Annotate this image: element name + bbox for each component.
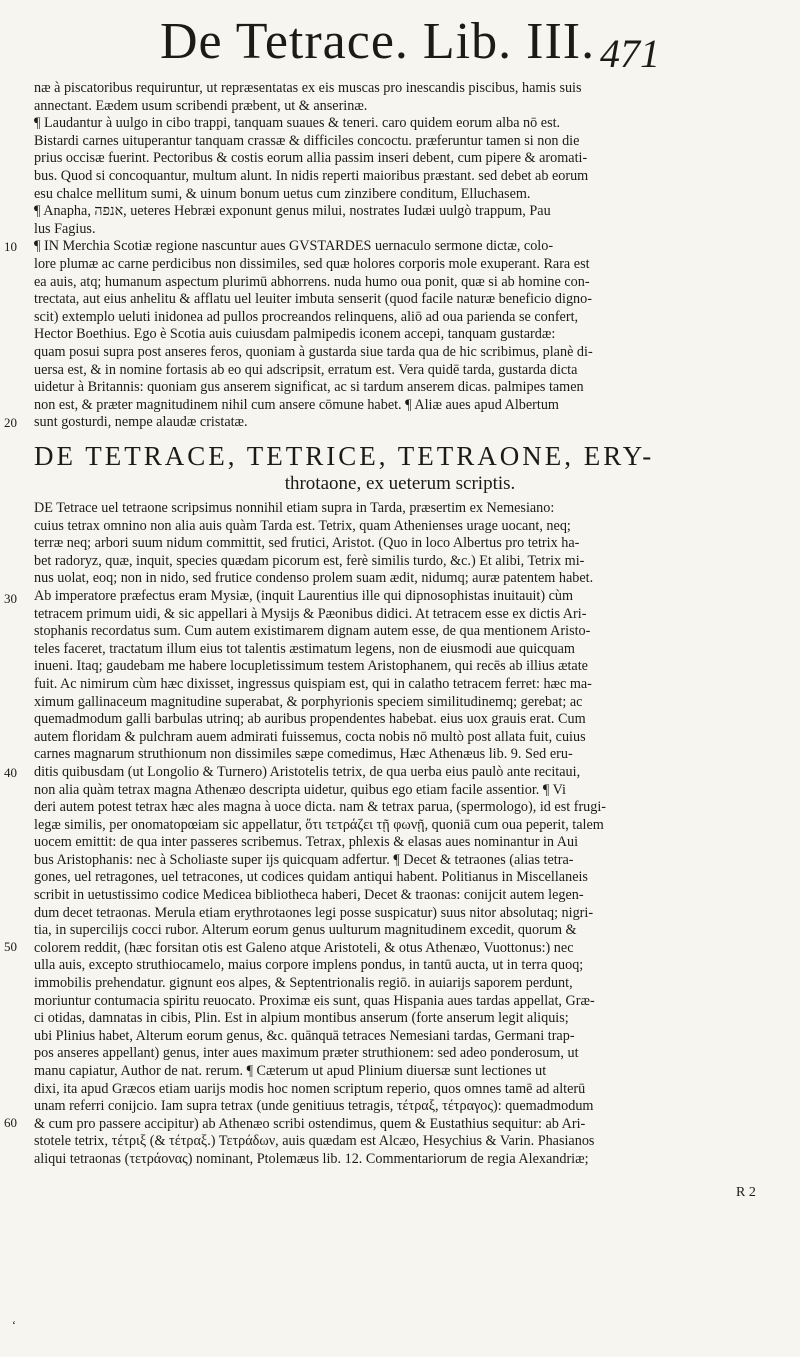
text-line: quemadmodum galli barbulas utrinq; ab auribus propendentes habebat. eius uox grauis erat. Cum: [34, 711, 586, 728]
text-line: manu capiatur, Author de nat. rerum. ¶ Cæterum ut apud Plinium diuersæ sunt lectiones ut: [34, 1063, 547, 1079]
page-number: 471: [600, 31, 660, 76]
signature-mark: R 2: [736, 1185, 756, 1200]
text-line: annectant. Eædem usum scribendi præbent, ut & anserinæ.: [34, 97, 368, 114]
section-subheading: throtaone, ex ueterum scriptis.: [284, 473, 516, 494]
margin-line-number-40: 40: [4, 765, 17, 780]
text-line: stophanis recordatus sum. Cum autem existimarem dignam autem esse, de qua mentionem Aristo-: [34, 623, 591, 640]
text-line: aliqui tetraonas (τετράονας) nominant, Ptolemæus lib. 12. Commentariorum de regia Alexandriæ;: [34, 1150, 589, 1167]
text-line: immobilis prehendatur. gignunt eos alpes, & Septentrionalis regiō. in auiarijs saporem perdunt,: [34, 975, 573, 992]
text-line: sunt gosturdi, nempe alaudæ cristatæ.: [34, 414, 248, 431]
text-line: Hector Boethius. Ego è Scotia auis cuiusdam palmipedis iconem accepi, tanquam gustardæ:: [34, 326, 556, 343]
text-line: ubi Plinius habet, Alterum eorum genus, &c. quānquā tetraces Nemesiani tardas, Germani trap-: [34, 1027, 575, 1044]
text-line: scribit in uetustissimo codice Medicea bibliotheca haberi, Decet & traonas: conijcit autem legen-: [34, 887, 584, 904]
text-line: unam referri conijcio. Iam supra tetrax (unde genitiuus tetragis, τέτραξ, τέτραγος): quemadmodum: [34, 1098, 594, 1115]
text-line: DE Tetrace uel tetraone scripsimus nonnihil etiam supra in Tarda, præsertim ex Nemesiano:: [34, 500, 555, 516]
text-line: deri autem potest tetrax hæc ales magna à uoce dicta. nam & tetrax parua, (spermologo), id est frugi-: [34, 799, 607, 816]
text-line: ci otidas, damnatas in cibis, Plin. Est in alpium montibus anserum (forte anserum legit aliquis;: [34, 1010, 569, 1027]
text-line: teles faceret, tractatum illum eius tot talentis æstimatum legens, non de eiusmodi aue quicquam: [34, 640, 575, 657]
text-line: ulla auis, excepto struthiocamelo, maius corpore implens pondus, in tantū aucta, ut in terra quoq;: [34, 957, 584, 974]
text-line: cuius tetrax omnino non alia auis quàm Tarda est. Tetrix, quam Athenienses urage uocant, neq;: [34, 517, 571, 534]
text-line: pos anseres appellant) genus, inter aues maximum præter struthionem: sed adeo ponderosum, ut: [34, 1045, 579, 1062]
text-line: bus Aristophanis: nec à Scholiaste super ijs quicquam adfertur. ¶ Decet & tetraones (alias tetra-: [34, 851, 574, 868]
text-line: ximum gallinaceum magnitudine superabat, & porphyrionis speciem similitudinemq; gerebat; ac: [34, 693, 583, 710]
text-line: ¶ IN Merchia Scotiæ regione nascuntur aues GVSTARDES uernaculo sermone dictæ, colo-: [34, 238, 554, 255]
text-line: esu chalce mellitum sumi, & uinum bonum uetus cum zinzibere conditum, Elluchasem.: [34, 185, 531, 202]
text-line: næ à piscatoribus requiruntur, ut repræsentatas ex eis muscas pro inescandis piscibus, hamis suis: [34, 80, 582, 96]
section-gustarda-text: [34, 80, 772, 432]
text-line: inueni. Itaq; gaudebam me habere locupletissimum testem Aristophanem, qui recēs ab illius ætate: [34, 658, 588, 675]
text-line: fuit. Ac nimirum cùm hæc dixisset, ingressus quispiam est, qui in calatho tetracem ferret: hæc ma-: [34, 675, 592, 692]
text-line: nus uolat, eoq; non in nido, sed frutice condenso prolem suam ædit, nidumq; auræ patentem habet.: [34, 570, 594, 587]
text-line: non est, & præter magnitudinem nihil cum ansere cōmune habet. ¶ Aliæ aues apud Albertum: [34, 396, 559, 413]
text-line: carnes magnarum struthionum non dissimiles sæpe comedimus, Hæc Athenæus lib. 9. Sed eru-: [34, 746, 573, 763]
text-line: Bistardi carnes uituperantur tanquam crassæ & difficiles concoctu. præferuntur tamen si non die: [34, 132, 580, 149]
text-line: gones, uel retragones, uel tetracones, ut codices quidam antiqui habent. Politianus in Miscellaneis: [34, 869, 588, 886]
text-line: moriuntur contumacia spiritu reuocato. Proximæ eis sunt, quas Hispania aues tardas appellat, Græ-: [34, 992, 595, 1009]
text-line: terræ neq; arbori suum nidum committit, sed frutici, Aristot. (Quo in loco Albertus pro tetrix ha-: [34, 535, 580, 552]
text-line: uocem emittit: de qua inter passeres scribemus. Tetrax, phlexis & elasas aues nominantur in Aui: [34, 834, 579, 851]
text-line: ¶ Anapha, אנפה, ueteres Hebræi exponunt genus milui, nostrates Iudæi uulgò trappum, Pau: [34, 203, 551, 220]
stray-mark: ‘: [12, 1318, 16, 1332]
text-line: uersa est, & in nomine fortasis ab eo qui adscripsit, erratum est. Vera quidē tarda, gustarda dicta: [34, 361, 578, 378]
text-line: ea auis, atq; humanum aspectum plurimū abhorrens. nuda humo oua ponit, quæ si ab homine con-: [34, 273, 590, 290]
text-line: quam posui supra post anseres feros, quoniam à gustarda siue tarda qua de hic scribimus, planè di-: [34, 343, 593, 360]
text-line: colorem reddit, (hæc forsitan otis est Galeno atque Aristoteli, & otus Athenæo, Vuottonus:) nec: [34, 939, 574, 956]
text-line: scit) extemplo ueluti inidonea ad pullos procreandos relinquens, aliō ad oua parienda se confert,: [34, 308, 579, 325]
text-line: dixi, ita apud Græcos etiam uarijs modis hoc nomen scriptum reperio, quos omnes tamē ad alterū: [34, 1080, 586, 1097]
text-line: ditis quibusdam (ut Longolio & Turnero) Aristotelis tetrix, de qua uerba eius paulò ante recitaui,: [34, 763, 581, 780]
text-line: tia, in supercilijs cocci rubor. Alterum eorum genus uulturum magnitudinem excedit, quorum &: [34, 922, 577, 939]
text-line: bus. Quod si concoquantur, multum alunt. In nidis reperti maioribus præstant. sed debet ab eorum: [34, 167, 589, 184]
text-line: non alia quàm tetrax magna Athenæo descripta uidetur, quibus ego etiam facile assentior. ¶ Vi: [34, 781, 566, 798]
text-line: & cum pro passere accipitur) ab Athenæo scribi ostendimus, quem & Eustathius sequitur: ab Ari-: [34, 1115, 586, 1132]
text-line: stotele tetrix, τέτριξ (& τέτραξ.) Τετράδων, auis quædam est Alcæo, Hesychius & Varin. Phasianos: [34, 1133, 595, 1150]
margin-line-number-20: 20: [4, 415, 17, 430]
section-heading: DE TETRACE, TETRICE, TETRAONE, ERY-: [34, 441, 655, 471]
text-line: tetracem primum uidi, & sic appellari à Mysijs & Pæonibus didici. At tetracem esse ex dictis Ari-: [34, 605, 587, 622]
text-line: trectata, aut eius anhelitu & afflatu uel leuiter imbuta senserit (quod facile naturæ beneficio digno-: [34, 291, 592, 308]
text-line: legæ similis, per onomatopœiam sic appellatur, ὅτι τετράζει τῇ φωνῇ, quoniā cum oua peperit, talem: [34, 816, 604, 833]
text-line: autem floridam & pulchram auem admirati fuissemus, cocta nobis nō multò post allata fuit, cuius: [34, 728, 586, 745]
margin-line-number-50: 50: [4, 939, 17, 954]
text-line: bet radoryz, quæ, inquit, species quædam picorum est, ferè similis turdo, &c.) Et alibi, Tetrix mi-: [34, 552, 585, 569]
page-header: [0, 12, 800, 82]
section-tetrax-text: [34, 500, 772, 1169]
text-line: lus Fagius.: [34, 220, 96, 237]
margin-line-number-60: 60: [4, 1115, 17, 1130]
margin-line-number-30: 30: [4, 591, 17, 606]
text-line: prius occisæ fuerint. Pectoribus & costis eorum allia passim inseri debent, cum pipere & aromati-: [34, 150, 588, 167]
text-line: ¶ Laudantur à uulgo in cibo trappi, tanquam suaues & teneri. caro quidem eorum alba nō est.: [34, 115, 561, 132]
text-line: Ab imperatore præfectus eram Mysiæ, (inquit Laurentius ille qui dipnosophistas inuitauit) cùm: [34, 587, 574, 604]
text-line: lore plumæ ac carne perdicibus non dissimiles, sed quæ holores corporis mole exuperant. Rara est: [34, 255, 590, 272]
text-line: uidetur à Britannis: quoniam gus anserem significat, ac si tardum anserem dicas. palmipes tamen: [34, 379, 584, 396]
text-line: dum decet tetraonas. Merula etiam erythrotaones legi posse suspicatur) suus nitor absolutaq; nigri-: [34, 904, 594, 921]
margin-line-number-10: 10: [4, 239, 17, 254]
running-head: De Tetrace. Lib. III.: [160, 13, 596, 70]
